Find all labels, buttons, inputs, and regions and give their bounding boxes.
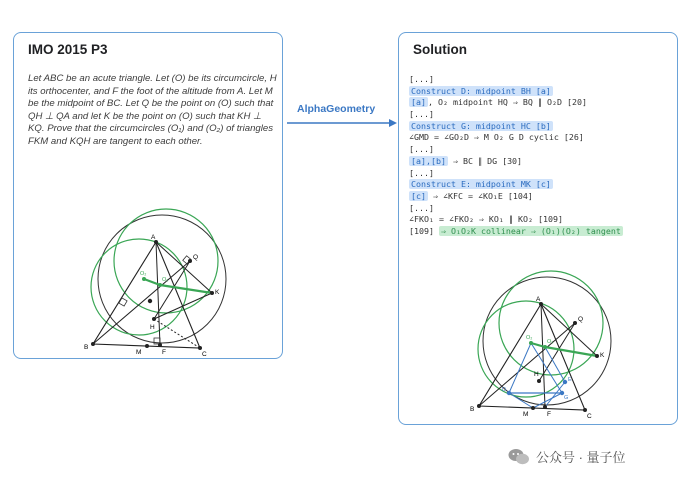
label-c: C xyxy=(587,413,592,420)
proof-line xyxy=(409,156,671,168)
label-q: Q xyxy=(578,316,584,323)
problem-panel xyxy=(13,32,283,359)
proof-highlight: Construct D: midpoint BH [a] xyxy=(411,85,551,96)
label-o1: O₁ xyxy=(162,277,169,283)
point-d xyxy=(507,391,511,395)
proof-line xyxy=(409,86,671,98)
point-o1 xyxy=(158,283,162,287)
proof-highlight: [a],[b] xyxy=(411,155,446,166)
solution-title: Solution xyxy=(413,42,467,57)
proof-line xyxy=(409,74,671,86)
solution-panel xyxy=(398,32,678,425)
label-h: H xyxy=(534,371,539,378)
point-c xyxy=(198,346,202,350)
proof-highlight: [c] xyxy=(411,190,426,201)
circle-o1 xyxy=(499,271,603,375)
segment-kh xyxy=(154,293,212,319)
proof-line xyxy=(409,109,671,121)
point-h xyxy=(537,379,541,383)
proof-text: , O₂ midpoint HQ ⇒ BQ ∥ O₂D [20] xyxy=(428,97,587,108)
proof-line xyxy=(409,179,671,191)
point-b xyxy=(91,342,95,346)
point-h xyxy=(152,317,156,321)
point-o2 xyxy=(142,277,146,281)
label-k: K xyxy=(600,352,605,359)
point-q xyxy=(573,321,577,325)
problem-statement xyxy=(28,73,280,149)
proof-text: [...] xyxy=(409,202,434,213)
proof-line xyxy=(409,214,671,226)
proof-line xyxy=(409,144,671,156)
proof-text: ∠FKO₁ = ∠FKO₂ ⇒ KO₁ ∥ KO₂ [109] xyxy=(409,214,564,225)
label-q: Q xyxy=(193,254,199,261)
label-b: B xyxy=(84,344,89,351)
label-b: B xyxy=(470,406,475,413)
proof-line xyxy=(409,121,671,133)
proof-text: [...] xyxy=(409,144,434,155)
alphageometry-label: AlphaGeometry xyxy=(297,103,376,115)
point-o xyxy=(148,299,152,303)
proof-text: [109] xyxy=(409,225,439,236)
point-e xyxy=(563,380,567,384)
point-k xyxy=(595,354,599,358)
label-e: E xyxy=(568,377,572,383)
label-c: C xyxy=(202,351,207,358)
proof-line xyxy=(409,168,671,180)
triangle-abc xyxy=(479,304,585,410)
wechat-icon xyxy=(508,448,530,466)
point-c xyxy=(583,408,587,412)
proof-text: [...] xyxy=(409,74,434,84)
arrow-icon xyxy=(287,118,397,128)
proof-text: ⇒ BC ∥ DG [30] xyxy=(447,155,523,166)
segment-eo1 xyxy=(545,347,565,382)
point-q xyxy=(188,259,192,263)
label-f: F xyxy=(547,411,551,418)
point-m xyxy=(145,344,149,348)
altitude-af xyxy=(541,304,545,407)
point-o1 xyxy=(543,345,547,349)
proof-text: ⇒ ∠KFC = ∠KO₁E [104] xyxy=(428,190,533,201)
label-f: F xyxy=(162,349,166,356)
proof-highlight: Construct G: midpoint HC [b] xyxy=(411,120,551,131)
point-o2 xyxy=(529,341,533,345)
proof-text: [...] xyxy=(409,167,434,178)
proof-text: [...] xyxy=(409,109,434,120)
problem-title: IMO 2015 P3 xyxy=(28,42,108,57)
label-a: A xyxy=(151,234,156,241)
point-f xyxy=(543,405,547,409)
proof-line xyxy=(409,97,671,109)
label-o2: O₂ xyxy=(140,271,147,277)
label-k: K xyxy=(215,289,220,296)
watermark xyxy=(508,447,626,466)
label-o1: O₁ xyxy=(547,339,554,345)
solution-diagram xyxy=(399,261,679,421)
label-m: M xyxy=(136,349,142,356)
proof-line xyxy=(409,191,671,203)
label-g: G xyxy=(564,395,569,401)
triangle-abc xyxy=(93,242,200,348)
altitude-af xyxy=(156,242,160,345)
point-b xyxy=(477,404,481,408)
problem-diagram xyxy=(14,201,284,358)
proof-line xyxy=(409,203,671,215)
proof-line xyxy=(409,132,671,144)
label-a: A xyxy=(536,296,541,303)
point-m xyxy=(531,406,535,410)
point-k xyxy=(210,291,214,295)
label-m: M xyxy=(523,411,529,418)
proof-highlight: [a] xyxy=(411,97,426,108)
problem-statement-text: Let ABC be an acute triangle. Let (O) be its circumcircle, H its orthocenter, and F the foot of the altitude from A. Let M be the midpoint of BC. Let Q be the point on (O) such that QH ⊥ QA and let K be the point on (O) such that KH ⊥ KQ. Prove that the circumcircles (O₁) and (O₂) of triangles FKM and KQH are tangent to each other. xyxy=(28,73,277,147)
label-o2: O₂ xyxy=(526,335,533,341)
proof-highlight: ⇒ O₁O₂K collinear ⇒ (O₁)(O₂) tangent xyxy=(440,225,621,236)
proof-text: ∠GMD = ∠GO₂D ⇒ M O₂ G D cyclic [26] xyxy=(409,132,584,143)
label-d: D xyxy=(502,387,506,393)
proof-line xyxy=(409,226,671,238)
proof-steps xyxy=(409,74,671,238)
point-f xyxy=(158,343,162,347)
proof-highlight: Construct E: midpoint MK [c] xyxy=(411,179,551,190)
label-h: H xyxy=(150,324,155,331)
segment-dm xyxy=(509,393,533,408)
watermark-text: 公众号 · 量子位 xyxy=(536,450,626,465)
